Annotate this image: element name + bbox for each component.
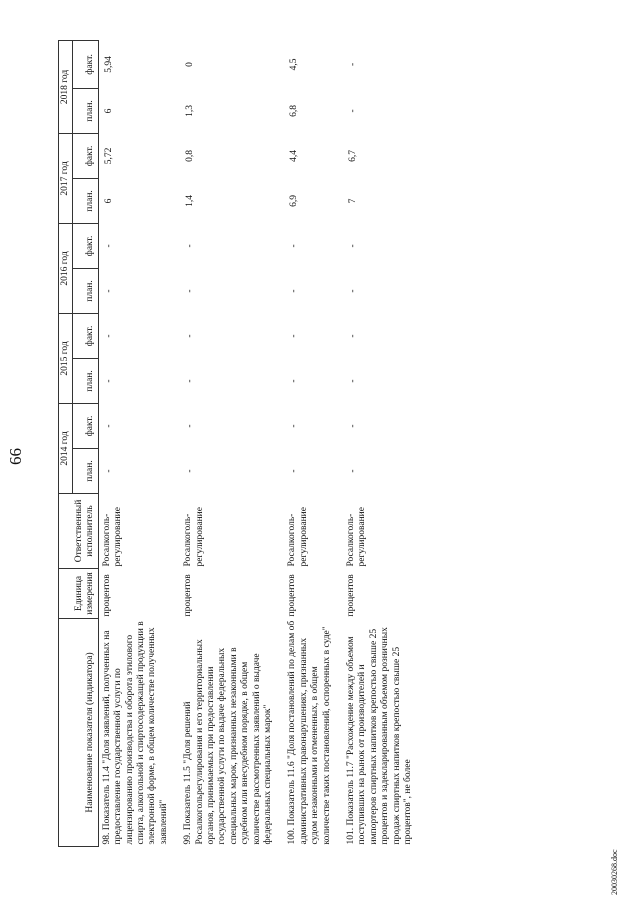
value-2017-fact: 4,4 bbox=[289, 150, 300, 162]
header-unit: Единица измерения bbox=[73, 569, 98, 619]
value-2018-plan: 6,8 bbox=[289, 105, 300, 117]
value-2018-fact: 0 bbox=[185, 62, 196, 67]
header-year-2014: 2014 год bbox=[59, 403, 73, 493]
table-row bbox=[284, 40, 343, 846]
value-2014-fact: - bbox=[289, 424, 300, 428]
unit-cell: процентов bbox=[101, 574, 112, 617]
responsible-cell: Росалкоголь-регулирование bbox=[101, 507, 124, 567]
value-2017-plan: 7 bbox=[348, 198, 359, 204]
value-2017-plan: 6,9 bbox=[289, 195, 300, 207]
indicator-name: 100. Показатель 11.6 "Доля постановлений по делам об административных правонарушениях, признанных судом незаконными и отмененных, в общем количестве таких постановлений, оспоренных в суде" bbox=[287, 620, 332, 845]
responsible-cell: Росалкоголь-регулирование bbox=[183, 507, 205, 567]
value-2017-fact: 5,72 bbox=[103, 147, 114, 165]
header-spacer bbox=[59, 494, 73, 569]
header-fact: факт. bbox=[73, 223, 98, 268]
value-2016-plan: - bbox=[185, 289, 196, 293]
indicator-name: 98. Показатель 11.4 "Доля заявлений, полученных на предоставление государственной услуги по лицензированию производства и оборота этилового спирта, алкогольной и спиртосодержащей продукции в электронной форме, в общем количестве полученных заявлений" bbox=[101, 621, 169, 845]
value-2015-fact: - bbox=[348, 334, 359, 338]
header-spacer bbox=[59, 569, 73, 619]
value-2017-plan: 6 bbox=[103, 198, 114, 204]
indicator-name: 101. Показатель 11.7 "Расхождение между объемом поступивших на рынок от производителей и импортеров спиртных напитков крепостью свыше 25 процентов и задекларированным объемом розничных продаж спиртных напитков крепостью свыше 25 процентов", не более bbox=[346, 627, 414, 845]
value-2014-fact: - bbox=[185, 424, 196, 428]
value-2016-fact: - bbox=[348, 244, 359, 248]
unit-cell: процентов bbox=[346, 574, 357, 617]
header-plan: план. bbox=[73, 88, 98, 133]
indicator-name: 99. Показатель 11.5 "Доля решений Росалкогольрегулирования и его территориальных органов, принимаемых при предоставлении государственной услуги по выдаче федеральных специальных марок, признанных незаконными в судебном или внесудебном порядке, в общем количестве рассмотренных заявлений о выдаче федеральных специальных марок" bbox=[183, 639, 273, 845]
header-row-years bbox=[59, 40, 73, 846]
header-plan: план. bbox=[73, 268, 98, 313]
value-2018-fact: - bbox=[348, 62, 359, 67]
value-2016-fact: - bbox=[103, 244, 114, 248]
header-fact: факт. bbox=[73, 403, 98, 448]
value-2015-plan: - bbox=[103, 379, 114, 383]
table-row bbox=[343, 40, 424, 846]
value-2014-plan: - bbox=[348, 469, 359, 473]
value-2016-plan: - bbox=[103, 289, 114, 293]
value-2015-fact: - bbox=[103, 334, 114, 338]
header-plan: план. bbox=[73, 358, 98, 403]
header-fact: факт. bbox=[73, 40, 98, 88]
header-year-2017: 2017 год bbox=[59, 133, 73, 223]
value-2017-fact: 6,7 bbox=[348, 150, 359, 162]
value-2017-fact: 0,8 bbox=[185, 150, 196, 162]
header-fact: факт. bbox=[73, 133, 98, 178]
value-2016-plan: - bbox=[289, 289, 300, 293]
header-name: Наименование показателя (индикатора) bbox=[73, 619, 98, 847]
value-2018-fact: 4,5 bbox=[289, 58, 300, 71]
header-year-2018: 2018 год bbox=[59, 40, 73, 133]
responsible-cell: Росалкоголь-регулирование bbox=[287, 507, 309, 567]
value-2015-plan: - bbox=[289, 379, 300, 383]
value-2015-plan: - bbox=[348, 379, 359, 383]
value-2014-plan: - bbox=[103, 469, 114, 473]
header-year-2016: 2016 год bbox=[59, 223, 73, 313]
table-row bbox=[98, 40, 180, 846]
value-2018-fact: 5,94 bbox=[103, 56, 114, 73]
value-2018-plan: 1,3 bbox=[185, 105, 196, 117]
value-2014-fact: - bbox=[103, 424, 114, 428]
value-2018-plan: 6 bbox=[103, 108, 114, 114]
header-fact: факт. bbox=[73, 313, 98, 358]
value-2015-plan: - bbox=[185, 379, 196, 383]
indicator-table bbox=[58, 40, 424, 847]
file-name-footer: 20030268.doc bbox=[610, 849, 619, 895]
value-2017-plan: 1,4 bbox=[185, 195, 196, 207]
value-2015-fact: - bbox=[185, 334, 196, 338]
header-responsible: Ответственный исполнитель bbox=[73, 494, 98, 569]
table-row bbox=[180, 40, 284, 846]
header-year-2015: 2015 год bbox=[59, 313, 73, 403]
value-2014-plan: - bbox=[289, 469, 300, 473]
header-plan: план. bbox=[73, 178, 98, 223]
value-2015-fact: - bbox=[289, 334, 300, 338]
value-2014-fact: - bbox=[348, 424, 359, 428]
value-2016-fact: - bbox=[185, 244, 196, 248]
page-number: 66 bbox=[6, 448, 25, 465]
header-plan: план. bbox=[73, 449, 98, 494]
responsible-cell: Росалкоголь-регулирование bbox=[346, 507, 368, 567]
header-spacer bbox=[59, 619, 73, 847]
unit-cell: процентов bbox=[183, 574, 194, 617]
value-2014-plan: - bbox=[185, 469, 196, 473]
value-2016-plan: - bbox=[348, 289, 359, 293]
value-2016-fact: - bbox=[289, 244, 300, 248]
unit-cell: процентов bbox=[287, 574, 298, 617]
value-2018-plan: - bbox=[348, 109, 359, 113]
header-row-labels bbox=[73, 40, 98, 846]
